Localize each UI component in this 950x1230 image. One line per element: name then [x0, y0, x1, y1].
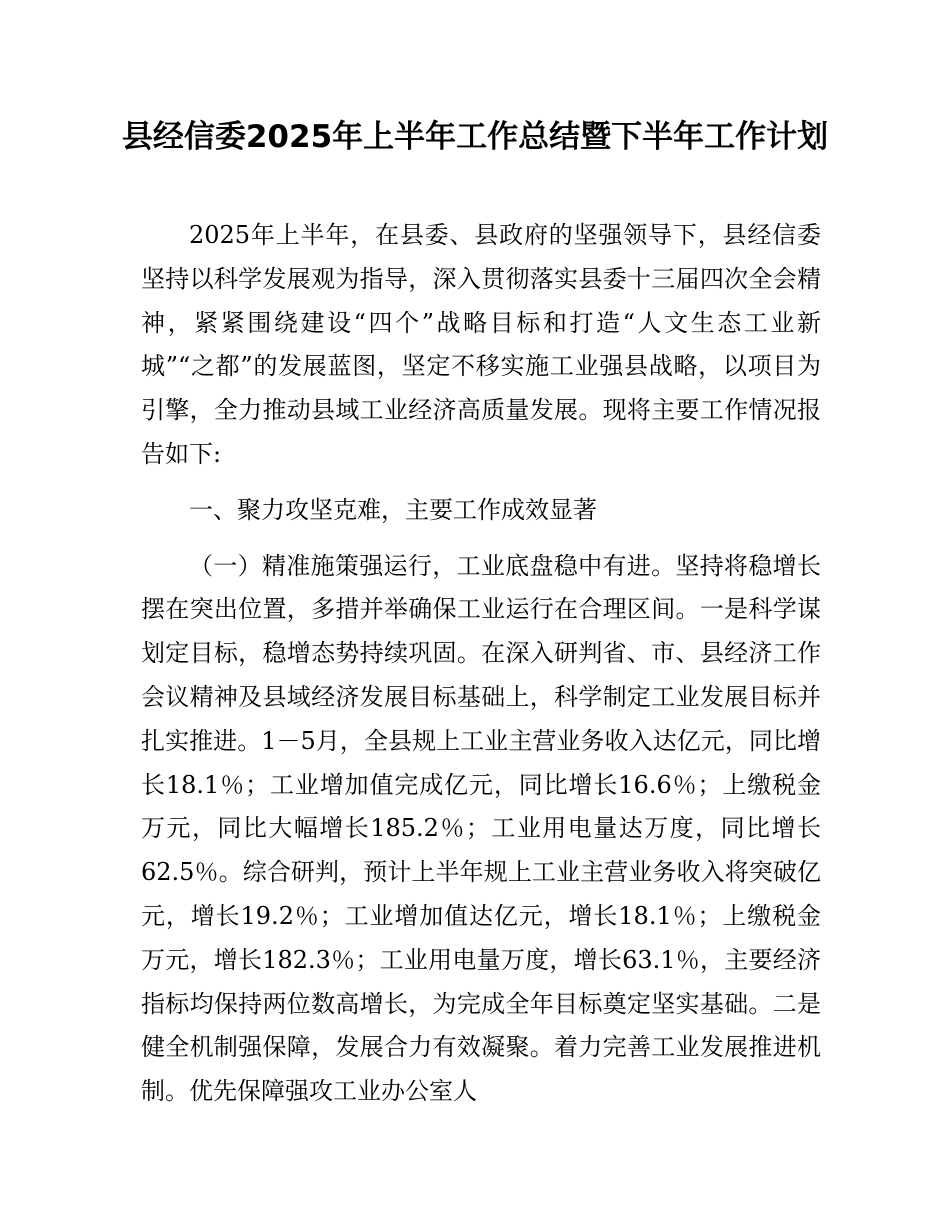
section-heading-1: 一、聚力攻坚克难，主要工作成效显著 — [189, 495, 597, 524]
document-body — [141, 214, 821, 1114]
intro-paragraph: 2025年上半年，在县委、县政府的坚强领导下，县经信委坚持以科学发展观为指导，深入贯彻落实县委十三届四次全会精神，紧紧围绕建设“四个”战略目标和打造“人文生态工业新城”“之都”的发展蓝图，坚定不移实施工业强县战略，以项目为引擎，全力推动县域工业经济高质量发展。现将主要工作情况报告如下: — [141, 221, 821, 468]
document-title: 县经信委2025年上半年工作总结暨下半年工作计划 — [121, 119, 829, 155]
subsection-paragraph-1: （一）精准施策强运行，工业底盘稳中有进。坚持将稳增长摆在突出位置，多措并举确保工业运行在合理区间。一是科学谋划定目标，稳增态势持续巩固。在深入研判省、市、县经济工作会议精神及县域经济发展目标基础上，科学制定工业发展目标并扎实推进。1－5月，全县规上工业主营业务收入达亿元，同比增长18.1％；工业增加值完成亿元，同比增长16.6％；上缴税金万元，同比大幅增长185.2％；工业用电量达万度，同比增长62.5％。综合研判，预计上半年规上工业主营业务收入将突破亿元，增长19.2％；工业增加值达亿元，增长18.1％；上缴税金万元，增长182.3％；工业用电量万度，增长63.1％，主要经济指标均保持两位数高增长，为完成全年目标奠定坚实基础。二是健全机制强保障，发展合力有效凝聚。着力完善工业发展推进机制。优先保障强攻工业办公室人 — [141, 551, 821, 1106]
